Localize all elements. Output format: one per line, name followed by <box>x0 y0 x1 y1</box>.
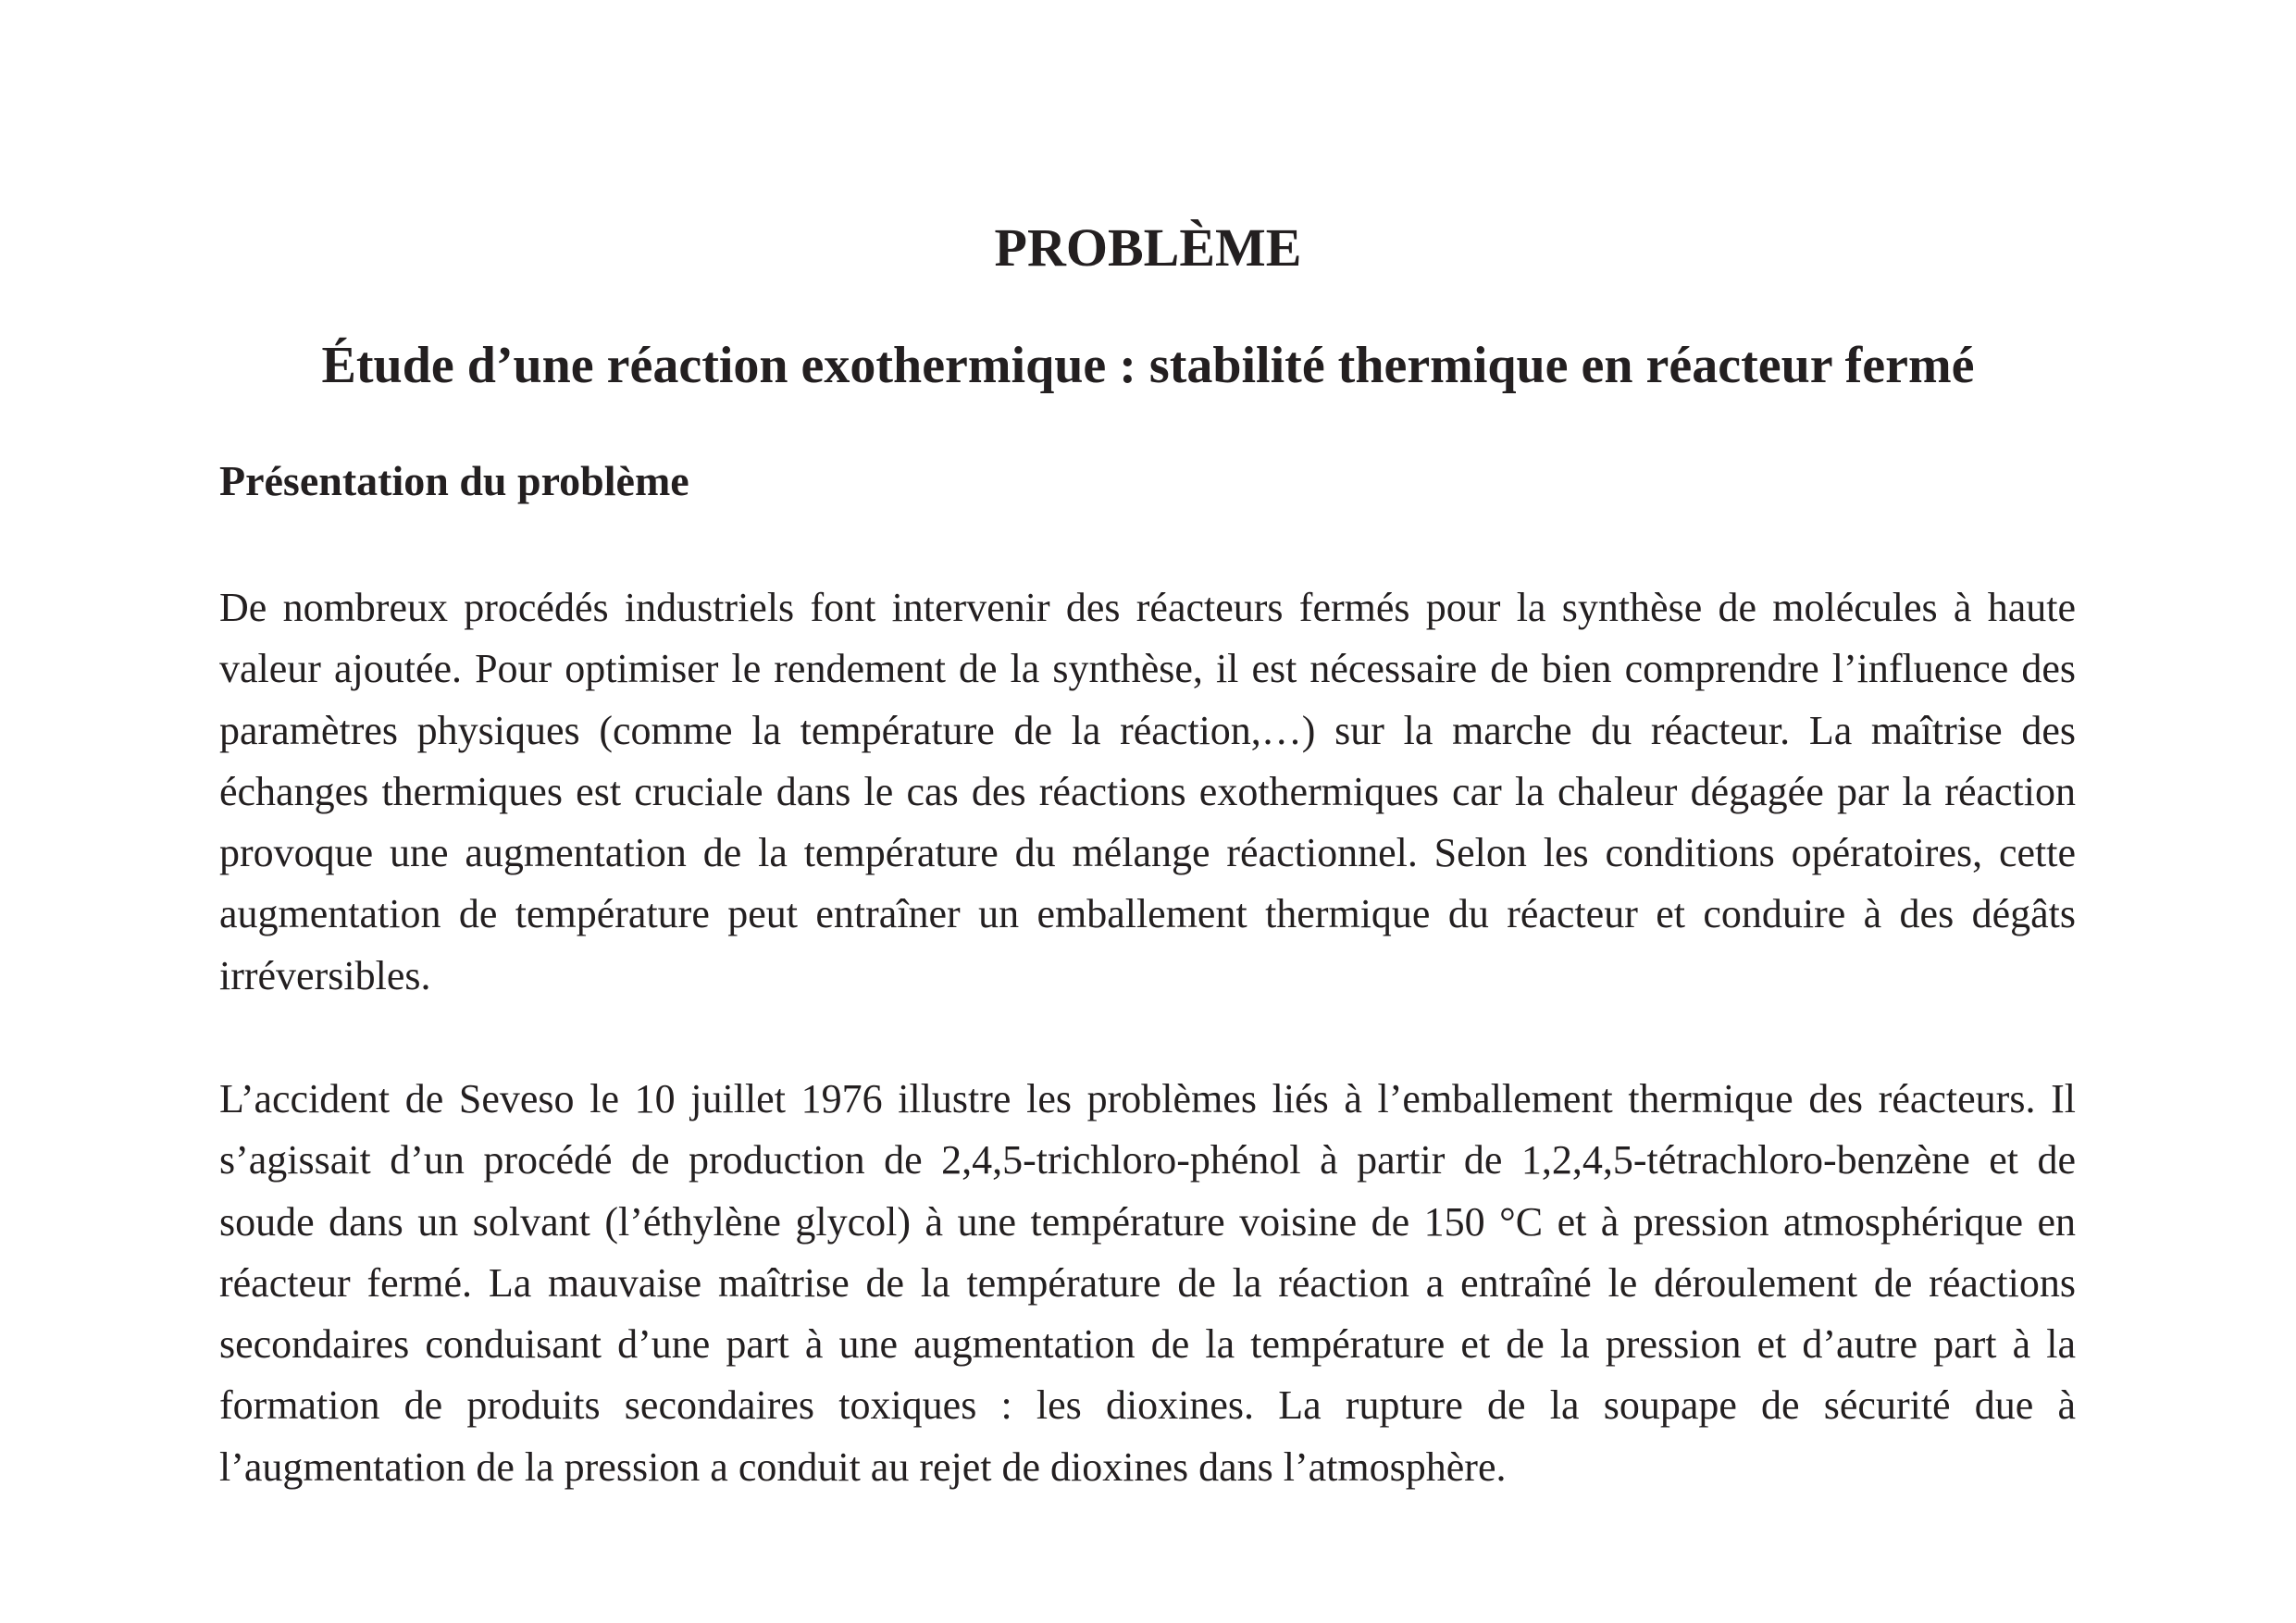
paragraph-2: L’accident de Seveso le 10 juillet 1976 illustre les problèmes liés à l’emballement thermique des réacteurs. Il s’agissait d’un procédé de production de 2,4,5-trichloro-phénol à partir de 1,2,4,5-tétrachloro-benzène et de soude dans un solvant (l’éthylène glycol) à une température voisine de 150 °C et à pression atmosphérique en réacteur fermé. La mauvaise maîtrise de la température de la réaction a entraîné le déroulement de réactions secondaires conduisant d’une part à une augmentation de la température et de la pression et d’autre part à la formation de produits secondaires toxiques : les dioxines. La rupture de la soupape de sécurité due à l’augmentation de la pression a conduit au rejet de dioxines dans l’atmosphère. <box>219 1076 2076 1490</box>
page-subtitle: Étude d’une réaction exothermique : stabilité thermique en réacteur fermé <box>321 337 1975 394</box>
section-heading: Présentation du problème <box>219 457 689 504</box>
paragraph-1: De nombreux procédés industriels font intervenir des réacteurs fermés pour la synthèse de molécules à haute valeur ajoutée. Pour optimiser le rendement de la synthèse, il est nécessaire de bien comprendre l’influence des paramètres physiques (comme la température de la réaction,…) sur la marche du réacteur. La maîtrise des échanges thermiques est cruciale dans le cas des réactions exothermiques car la chaleur dégagée par la réaction provoque une augmentation de la température du mélange réactionnel. Selon les conditions opératoires, cette augmentation de température peut entraîner un emballement thermique du réacteur et conduire à des dégâts irréversibles. <box>219 585 2076 998</box>
page-title: PROBLÈME <box>994 217 1302 278</box>
